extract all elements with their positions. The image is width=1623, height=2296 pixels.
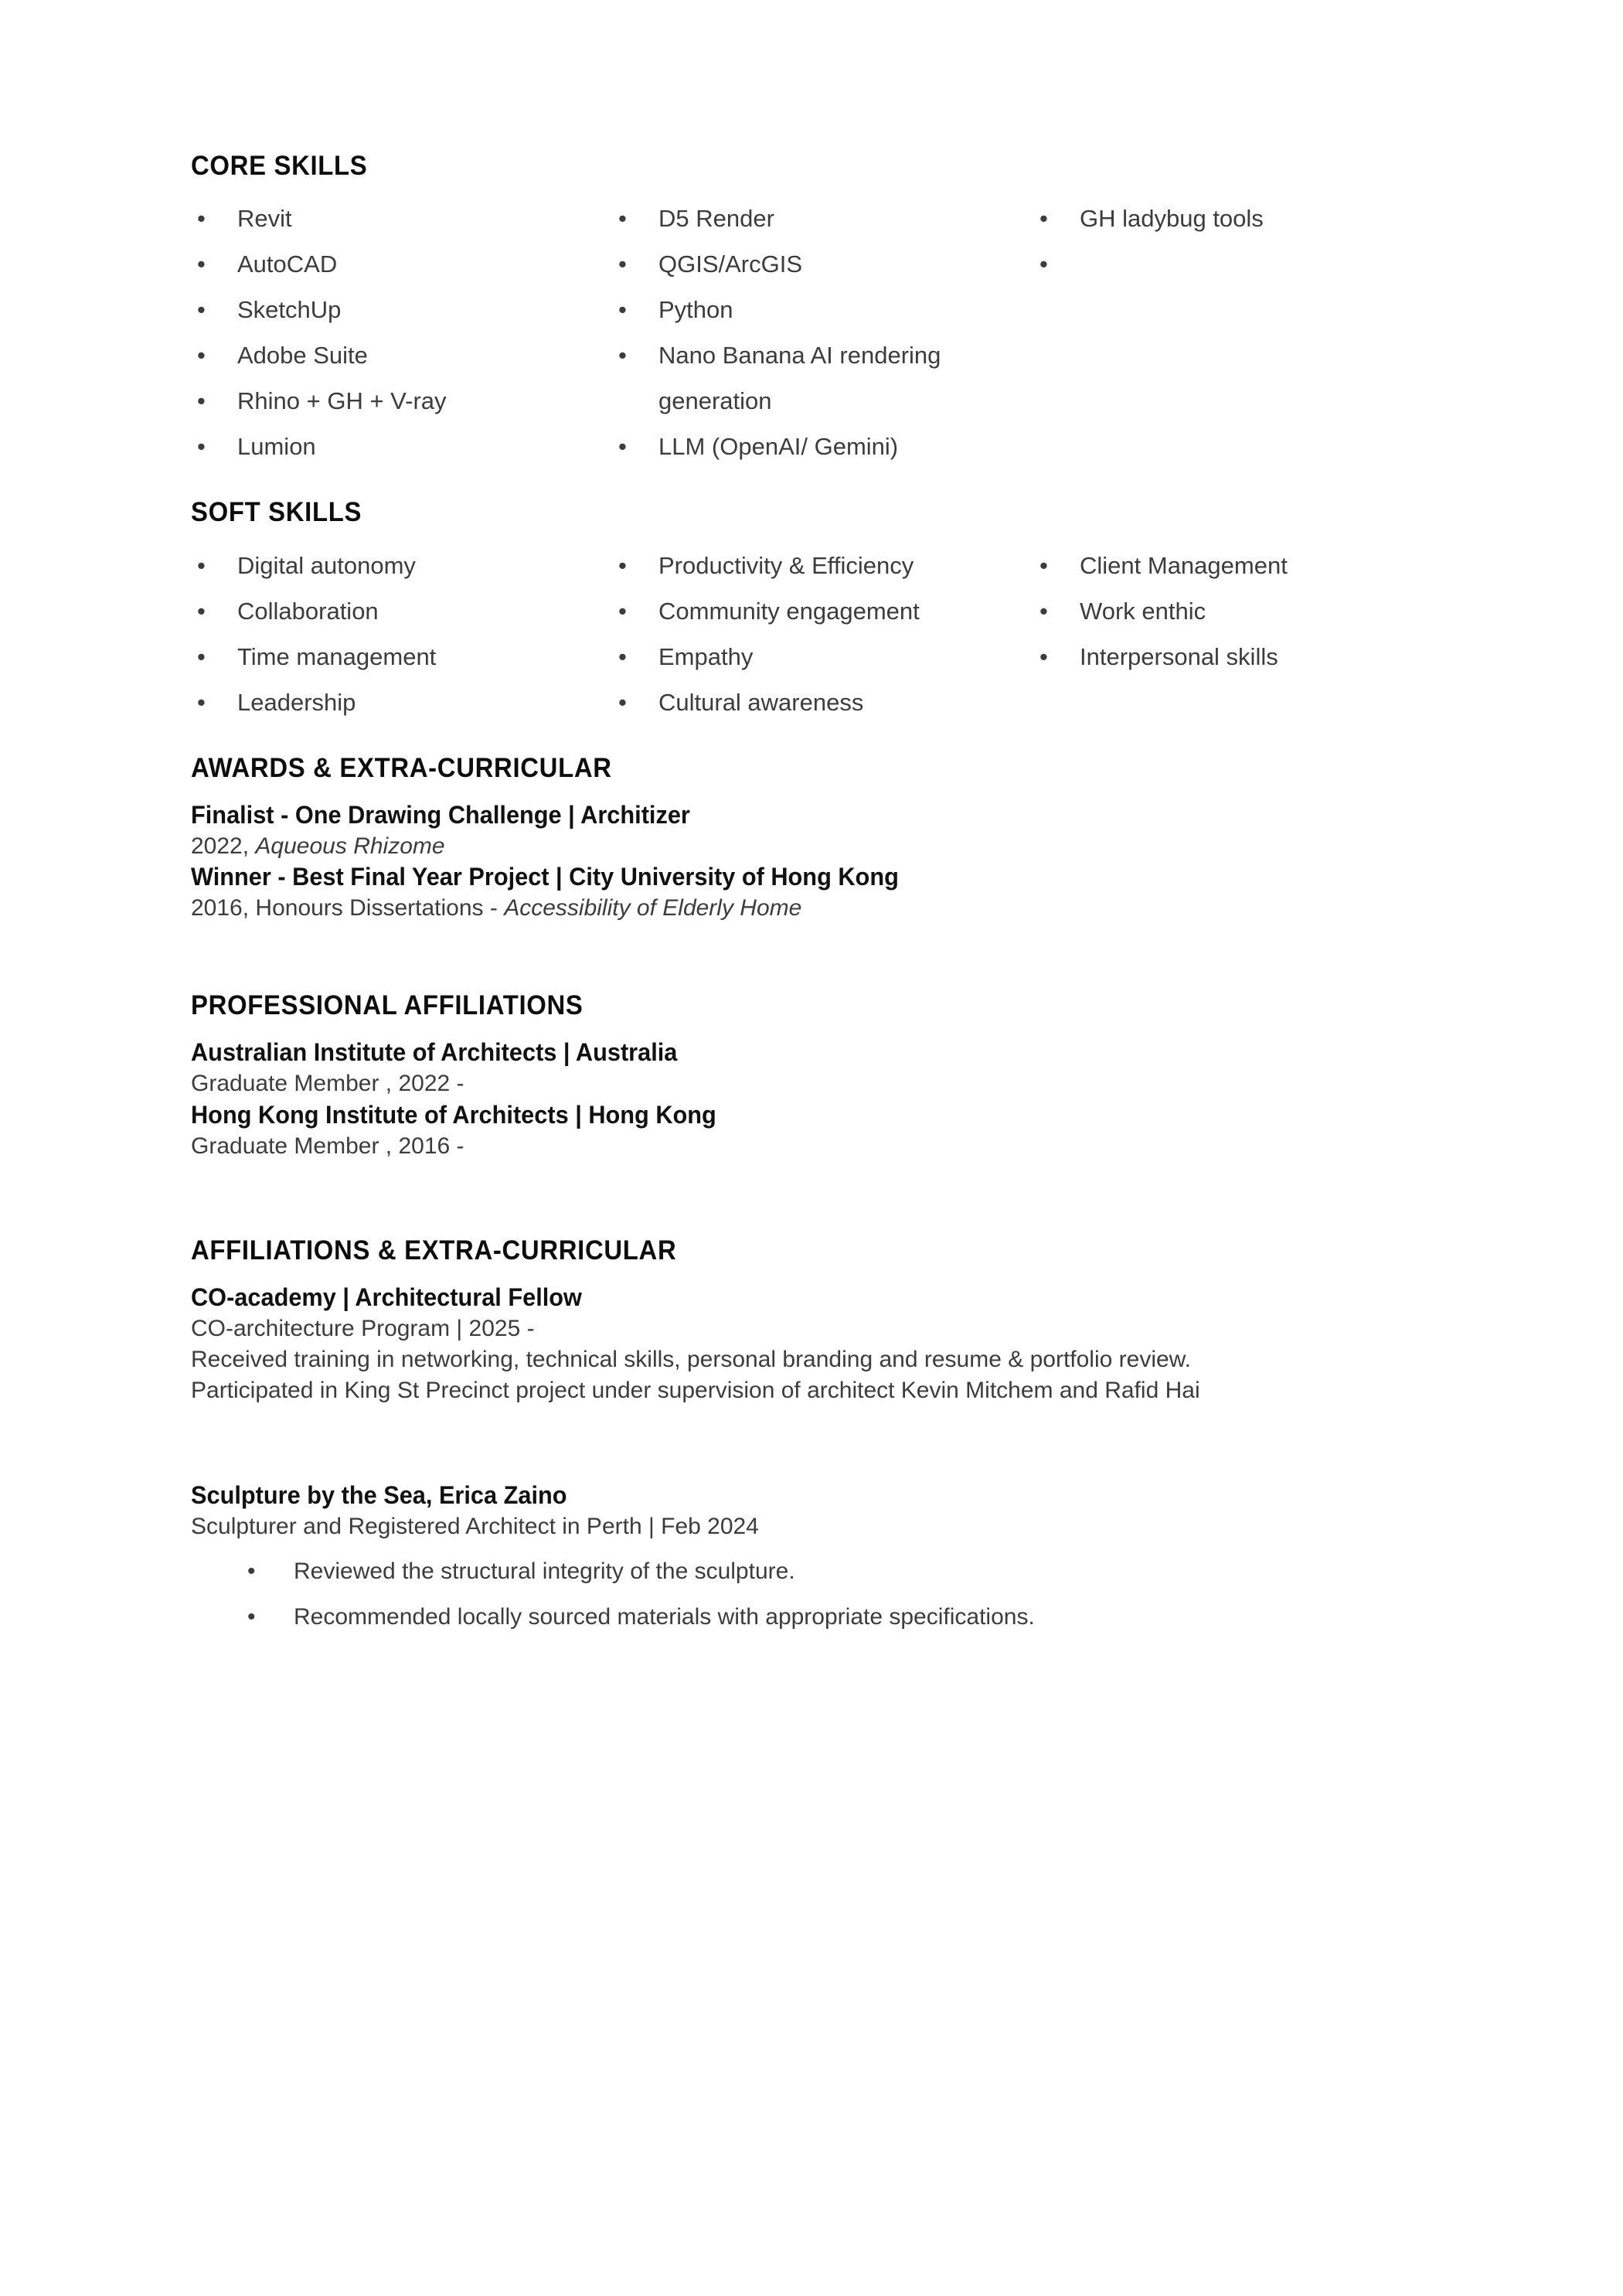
list-item-empty bbox=[1033, 241, 1497, 287]
core-skills-column-3 bbox=[1033, 196, 1497, 287]
list-item bbox=[191, 424, 612, 469]
skill-label: Rhino + GH + V-ray bbox=[237, 387, 447, 415]
bullet-icon: • bbox=[1039, 205, 1048, 233]
bullet-icon: • bbox=[618, 597, 627, 625]
bullet-icon: • bbox=[247, 1603, 256, 1630]
soft-skills-heading: SOFT SKILLS bbox=[191, 497, 362, 528]
award-subtitle bbox=[191, 893, 1623, 924]
bullet-icon: • bbox=[1039, 597, 1048, 625]
professional-affiliations-heading: PROFESSIONAL AFFILIATIONS bbox=[191, 990, 584, 1020]
soft-skills-list-2 bbox=[612, 543, 1033, 725]
spacer bbox=[191, 1266, 1623, 1282]
skill-label: Revit bbox=[237, 205, 292, 233]
skill-label: SketchUp bbox=[237, 296, 342, 324]
skill-label: Leadership bbox=[237, 688, 356, 716]
affiliation-subtitle: Graduate Member , 2016 - bbox=[191, 1133, 464, 1159]
bullet-icon: • bbox=[1039, 642, 1048, 670]
award-title: Winner - Best Final Year Project | City University of Hong Kong bbox=[191, 863, 899, 891]
bullet-icon: • bbox=[1039, 250, 1048, 278]
list-item bbox=[612, 680, 1033, 725]
award-work-title: Aqueous Rhizome bbox=[255, 833, 445, 859]
skill-label: Time management bbox=[237, 642, 437, 670]
skill-label: Empathy bbox=[658, 642, 754, 670]
skill-label: Interpersonal skills bbox=[1080, 642, 1278, 670]
bullet-icon: • bbox=[618, 342, 627, 370]
skill-label: D5 Render bbox=[658, 205, 774, 233]
bullet-icon: • bbox=[197, 642, 206, 670]
list-item bbox=[191, 1548, 1623, 1594]
soft-skills-column-3 bbox=[1033, 543, 1497, 680]
affiliation-subtitle: Graduate Member , 2022 - bbox=[191, 1071, 464, 1097]
bullet-icon: • bbox=[1039, 551, 1048, 579]
list-item bbox=[191, 241, 612, 287]
skill-label: Work enthic bbox=[1080, 597, 1206, 625]
list-item bbox=[1033, 196, 1497, 241]
awards-heading: AWARDS & EXTRA-CURRICULAR bbox=[191, 752, 612, 783]
skill-label: Collaboration bbox=[237, 597, 379, 625]
core-skills-heading: CORE SKILLS bbox=[191, 151, 368, 181]
skill-label: Productivity & Efficiency bbox=[658, 551, 914, 579]
list-item bbox=[612, 543, 1033, 588]
bullet-icon: • bbox=[197, 597, 206, 625]
bullet-icon: • bbox=[618, 205, 627, 233]
list-item bbox=[612, 588, 1033, 634]
core-skills-column-2 bbox=[612, 196, 1033, 469]
professional-affiliations-section bbox=[191, 990, 1623, 1161]
fellowship-detail-line: Received training in networking, technical skills, personal branding and resume & portfolio review. bbox=[191, 1346, 1192, 1372]
sculpture-title: Sculpture by the Sea, Erica Zaino bbox=[191, 1481, 567, 1510]
soft-skills-list-1 bbox=[191, 543, 612, 725]
bullet-icon: • bbox=[618, 250, 627, 278]
list-item bbox=[191, 680, 612, 725]
list-item bbox=[612, 424, 1033, 469]
skill-label: Digital autonomy bbox=[237, 551, 416, 579]
list-item bbox=[191, 196, 612, 241]
award-subtitle bbox=[191, 831, 1623, 862]
core-skills-section bbox=[191, 151, 1623, 469]
spacer bbox=[191, 469, 1623, 497]
bullet-icon: • bbox=[618, 433, 627, 461]
skill-label: AutoCAD bbox=[237, 250, 338, 278]
skill-label: GH ladybug tools bbox=[1080, 205, 1264, 233]
list-item bbox=[1033, 634, 1497, 680]
skill-label: LLM (OpenAI/ Gemini) bbox=[658, 433, 899, 461]
bullet-icon: • bbox=[247, 1558, 256, 1584]
soft-skills-column-1 bbox=[191, 543, 612, 725]
affiliations-extra-heading: AFFILIATIONS & EXTRA-CURRICULAR bbox=[191, 1235, 677, 1266]
soft-skills-section bbox=[191, 497, 1623, 724]
list-item bbox=[191, 287, 612, 332]
list-item bbox=[191, 332, 612, 378]
spacer bbox=[191, 924, 1623, 990]
skill-label: Cultural awareness bbox=[658, 688, 864, 716]
skill-label: Community engagement bbox=[658, 597, 920, 625]
award-year: 2022, bbox=[191, 833, 256, 859]
list-item bbox=[1033, 588, 1497, 634]
bullet-icon: • bbox=[197, 342, 206, 370]
list-item bbox=[191, 543, 612, 588]
soft-skills-columns bbox=[191, 543, 1623, 725]
award-year: 2016, Honours Dissertations - bbox=[191, 895, 505, 921]
affiliations-extra-section bbox=[191, 1235, 1623, 1640]
list-item bbox=[612, 634, 1033, 680]
list-item bbox=[612, 241, 1033, 287]
list-item bbox=[191, 588, 612, 634]
task-label: Recommended locally sourced materials with appropriate specifications. bbox=[294, 1603, 1035, 1630]
core-skills-list-3 bbox=[1033, 196, 1497, 287]
list-item bbox=[612, 332, 1033, 424]
skill-label: Adobe Suite bbox=[237, 342, 368, 370]
skill-label: Python bbox=[658, 296, 733, 324]
bullet-icon: • bbox=[197, 296, 206, 324]
bullet-icon: • bbox=[197, 205, 206, 233]
bullet-icon: • bbox=[618, 642, 627, 670]
award-title: Finalist - One Drawing Challenge | Architizer bbox=[191, 800, 690, 829]
awards-section bbox=[191, 753, 1623, 924]
affiliation-title: Hong Kong Institute of Architects | Hong Kong bbox=[191, 1100, 716, 1129]
spacer bbox=[191, 784, 1623, 799]
sculpture-subtitle: Sculpturer and Registered Architect in Perth | Feb 2024 bbox=[191, 1514, 759, 1540]
skill-label: Client Management bbox=[1080, 551, 1288, 579]
spacer bbox=[191, 1021, 1623, 1037]
fellowship-detail-line: Participated in King St Precinct project under supervision of architect Kevin Mitchem and Rafid Hai bbox=[191, 1377, 1200, 1403]
spacer bbox=[191, 1405, 1623, 1480]
bullet-icon: • bbox=[197, 387, 206, 415]
list-item bbox=[612, 196, 1033, 241]
list-item bbox=[612, 287, 1033, 332]
task-label: Reviewed the structural integrity of the sculpture. bbox=[294, 1558, 795, 1584]
core-skills-columns bbox=[191, 196, 1623, 469]
bullet-icon: • bbox=[618, 551, 627, 579]
spacer bbox=[191, 725, 1623, 753]
list-item bbox=[1033, 543, 1497, 588]
sculpture-task-list bbox=[191, 1548, 1623, 1640]
core-skills-list-1 bbox=[191, 196, 612, 469]
core-skills-column-1 bbox=[191, 196, 612, 469]
list-item bbox=[191, 1594, 1623, 1640]
soft-skills-list-3 bbox=[1033, 543, 1497, 680]
fellowship-title: CO-academy | Architectural Fellow bbox=[191, 1283, 582, 1312]
bullet-icon: • bbox=[197, 688, 206, 716]
bullet-icon: • bbox=[197, 551, 206, 579]
skill-label: QGIS/ArcGIS bbox=[658, 250, 803, 278]
bullet-icon: • bbox=[197, 250, 206, 278]
list-item bbox=[191, 378, 612, 424]
spacer bbox=[191, 1161, 1623, 1235]
soft-skills-column-2 bbox=[612, 543, 1033, 725]
list-item bbox=[191, 634, 612, 680]
skill-label: Nano Banana AI rendering generation bbox=[658, 342, 941, 415]
bullet-icon: • bbox=[197, 433, 206, 461]
skill-label: Lumion bbox=[237, 433, 316, 461]
bullet-icon: • bbox=[618, 296, 627, 324]
core-skills-list-2 bbox=[612, 196, 1033, 469]
fellowship-subtitle: CO-architecture Program | 2025 - bbox=[191, 1316, 535, 1342]
affiliation-title: Australian Institute of Architects | Australia bbox=[191, 1038, 678, 1067]
bullet-icon: • bbox=[618, 688, 627, 716]
award-work-title: Accessibility of Elderly Home bbox=[504, 895, 802, 921]
